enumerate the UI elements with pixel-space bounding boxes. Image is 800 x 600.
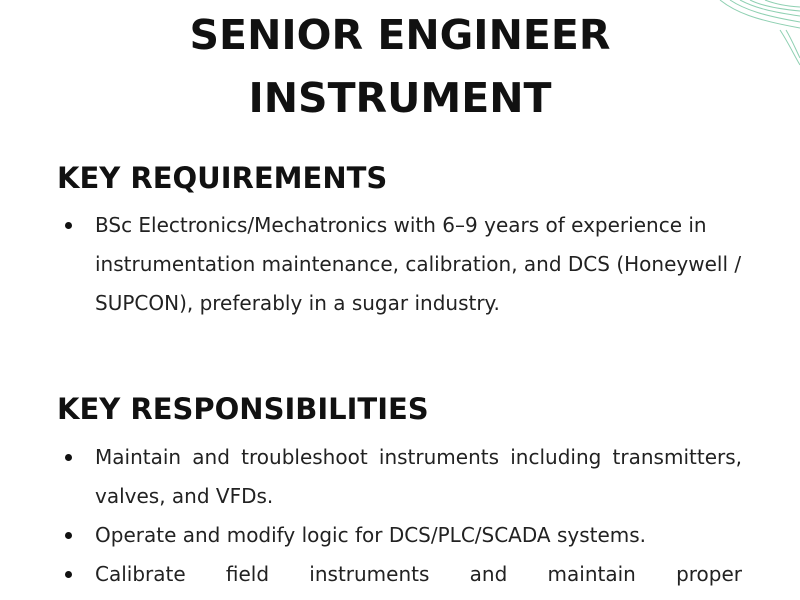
bullet-icon (65, 454, 72, 461)
bullet-icon (65, 532, 72, 539)
responsibility-item (57, 555, 742, 594)
requirements-list (57, 206, 742, 323)
responsibility-text: Calibrate field instruments and maintain proper (95, 562, 742, 586)
requirement-text: BSc Electronics/Mechatronics with 6–9 years of experience in instrumentation maintenance, calibration, and DCS (Honeywell / SUPCON), preferably in a sugar industry. (95, 213, 742, 315)
responsibility-item (57, 438, 742, 516)
responsibility-text: Operate and modify logic for DCS/PLC/SCADA systems. (95, 523, 647, 547)
bullet-icon (65, 222, 72, 229)
requirement-item (57, 206, 742, 323)
responsibilities-heading: KEY RESPONSIBILITIES (57, 392, 429, 426)
responsibilities-list (57, 438, 742, 594)
job-title-line-1: SENIOR ENGINEER (189, 11, 611, 59)
bullet-icon (65, 571, 72, 578)
responsibility-text: Maintain and troubleshoot instruments including transmitters, valves, and VFDs. (95, 445, 742, 508)
job-title-line-2: INSTRUMENT (248, 74, 552, 122)
responsibility-item (57, 516, 742, 555)
requirements-heading: KEY REQUIREMENTS (57, 161, 388, 195)
